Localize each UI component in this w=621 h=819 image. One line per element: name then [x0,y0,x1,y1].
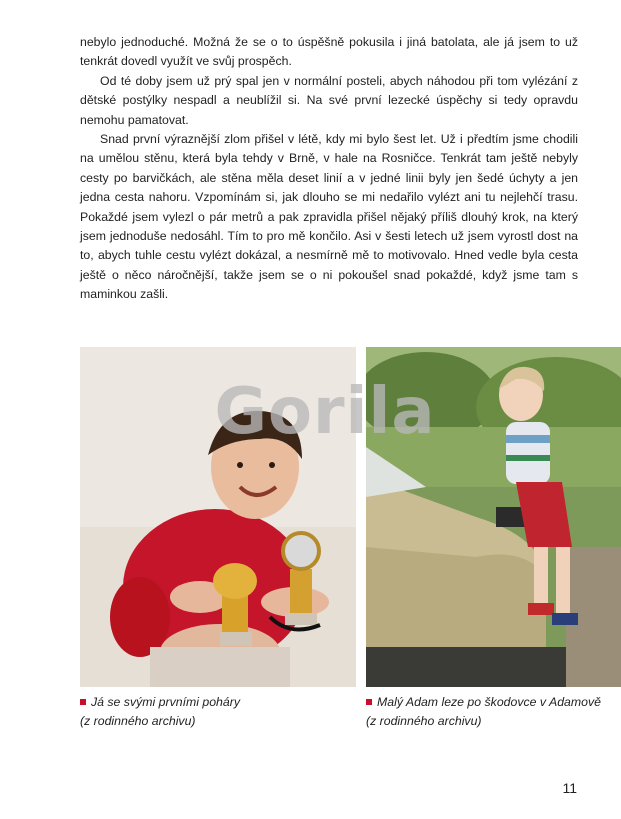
caption-bullet [80,699,86,705]
caption-bullet [366,699,372,705]
watermark-logo: Gorila [214,375,436,449]
caption-left-line1: Já se svými prvními poháry [91,695,240,709]
caption-left [80,693,350,731]
caption-right-line1: Malý Adam leze po škodovce v Adamově [377,695,601,709]
page-number: 11 [562,780,577,796]
paragraph-3: Snad první výraznější zlom přišel v létě, kdy mi bylo šest let. Už i předtím jsme chodili na umělou stěnu, která byla tehdy v Brně, v hale na Rosničce. Tenkrát tam ještě nebyly cesty po barvičkách, ale stěna měla deset linií a v jedné linii byly jen šedé úchyty a jen jedna cesta nahoru. Vzpomínám si, jak dlouho se mi nedařilo vylézt ani tu nejlehčí trasu. Pokaždé jsem vylezl o pár metrů a pak zpravidla přišel nějaký příliš dlouhý krok, na který jsem jednoduše nedosáhl. Tím to pro mě končilo. Asi v šesti letech už jsem vyrostl dost na to, abych tuhle cestu vylézt dokázal, a nesmírně mě to motivovalo. Hned vedle byla cesta ještě o něco náročnější, takže jsem se o ni pokoušel snad pokaždé, když jsme tam s maminkou zašli. [80,132,578,302]
paragraph-2: Od té doby jsem už prý spal jen v normální posteli, abych náhodou při tom vylézání z dětské postýlky nespadl a neublížil si. Na své první lezecké úspěchy si tedy opravdu nemohu pamatovat. [80,73,578,127]
body-text [80,33,578,305]
caption-right [366,693,616,731]
caption-right-line2: (z rodinného archivu) [366,714,482,728]
caption-left-line2: (z rodinného archivu) [80,714,196,728]
paragraph-1: nebylo jednoduché. Možná že se o to úspěšně pokusila i jiná batolata, ale já jsem to už tenkrát dovedl využít ve svůj prospěch. [80,35,578,69]
